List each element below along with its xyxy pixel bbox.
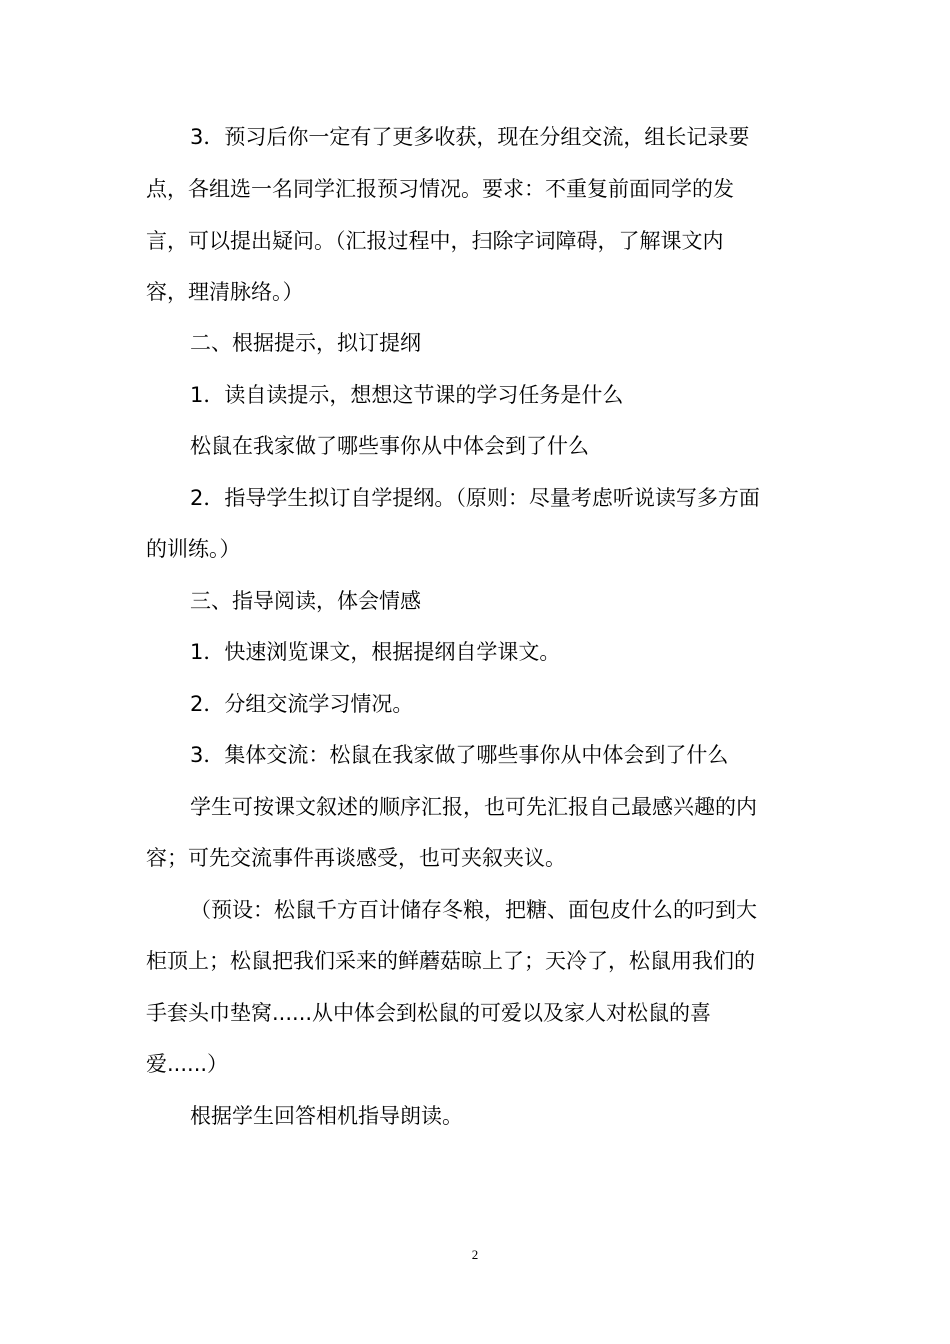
paragraph-line: 的训练。）	[146, 537, 241, 561]
paragraph-line: 3．集体交流：松鼠在我家做了哪些事你从中体会到了什么	[190, 743, 729, 767]
paragraph-line: 爱......）	[146, 1052, 229, 1076]
paragraph-line: 点，各组选一名同学汇报预习情况。要求：不重复前面同学的发	[146, 177, 734, 201]
paragraph-line: 容，理清脉络。）	[146, 280, 304, 304]
paragraph-line: 学生可按课文叙述的顺序汇报，也可先汇报自己最感兴趣的内	[190, 795, 757, 819]
paragraph-line: 1．读自读提示，想想这节课的学习任务是什么	[190, 383, 624, 407]
paragraph-line: （预设：松鼠千方百计储存冬粮，把糖、面包皮什么的叼到大	[190, 898, 757, 922]
paragraph-line: 松鼠在我家做了哪些事你从中体会到了什么	[190, 434, 589, 458]
page-number: 2	[471, 1247, 479, 1262]
section-heading: 三、指导阅读，体会情感	[190, 589, 421, 613]
paragraph-line: 1．快速浏览课文，根据提纲自学课文。	[190, 640, 561, 664]
paragraph-line: 手套头巾垫窝......从中体会到松鼠的可爱以及家人对松鼠的喜	[146, 1001, 712, 1025]
paragraph-line: 2．指导学生拟订自学提纲。（原则：尽量考虑听说读写多方面	[190, 486, 760, 510]
paragraph-line: 根据学生回答相机指导朗读。	[190, 1104, 463, 1128]
paragraph-line: 柜顶上；松鼠把我们采来的鲜蘑菇晾上了；天冷了，松鼠用我们的	[146, 949, 755, 973]
paragraph-line: 3．预习后你一定有了更多收获，现在分组交流，组长记录要	[190, 125, 750, 149]
paragraph-line: 容；可先交流事件再谈感受，也可夹叙夹议。	[146, 846, 566, 870]
paragraph-line: 2．分组交流学习情况。	[190, 692, 414, 716]
paragraph-line: 言，可以提出疑问。（汇报过程中，扫除字词障碍，了解课文内	[146, 229, 724, 253]
section-heading: 二、根据提示，拟订提纲	[190, 331, 421, 355]
